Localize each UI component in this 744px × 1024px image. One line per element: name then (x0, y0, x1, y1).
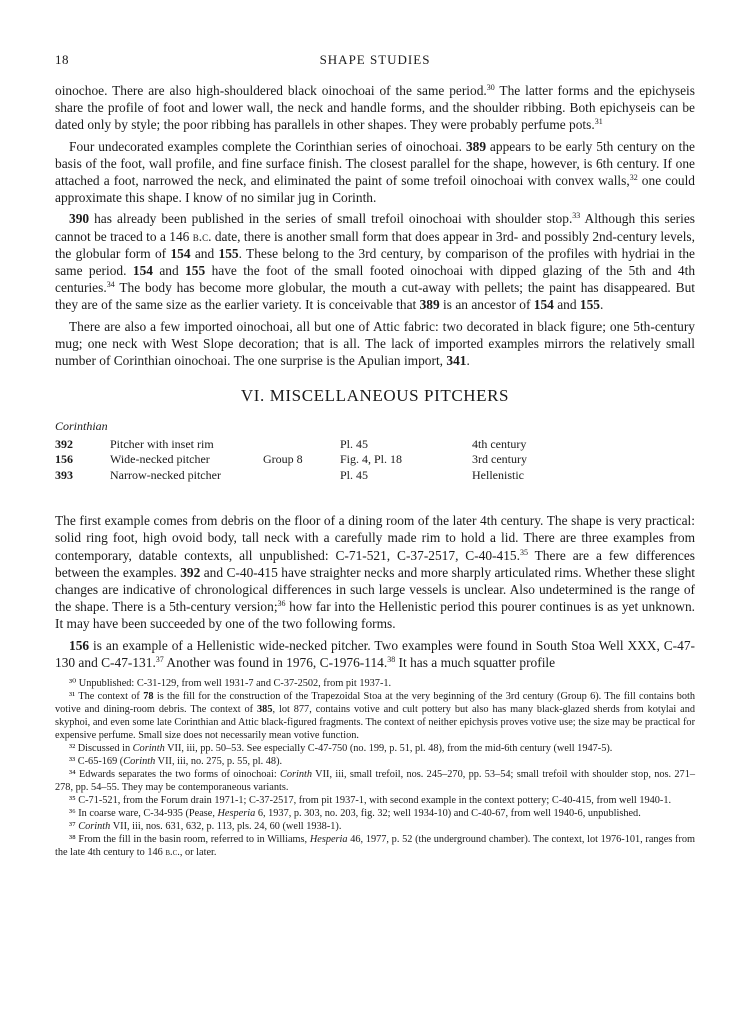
paragraph (55, 210, 695, 313)
journal-title: Hesperia (217, 807, 256, 819)
cell-group (263, 437, 340, 453)
era-abbrev: b.c. (192, 228, 212, 244)
text: ³⁸ From the fill in the basin room, referred to in Williams, (69, 833, 310, 845)
catalogue-number: 389 (465, 138, 487, 154)
text: is an ancestor of (439, 297, 534, 313)
text: have the foot of the small footed oinochoai with dipped glazing of the 5th and 4th centuries. (55, 263, 696, 296)
text: ³⁷ (69, 820, 79, 832)
catalogue-number: 154 (170, 245, 191, 261)
paragraph (55, 82, 695, 134)
catalogue-number: 385 (257, 703, 273, 715)
catalogue-number: 392 (180, 564, 201, 580)
text: . (600, 297, 604, 313)
cell-name: Narrow-necked pitcher (110, 467, 221, 482)
text: . (466, 353, 470, 369)
text: The body has become more globular, the mouth a cut-away with pellets; the paint has disappeared. But they are of the same size as the earlier variety. It is conceivable that (55, 280, 695, 313)
text: and (152, 263, 186, 279)
cell-date: 4th century (472, 436, 527, 451)
text: VII, iii, no. 275, p. 55, pl. 48). (155, 755, 283, 767)
footnotes (55, 677, 695, 859)
text: 6, 1937, p. 303, no. 203, fig. 32; well 1934-10) and C-40-67, from well 1940-6, unpublished. (255, 807, 641, 819)
cell-number: 156 (55, 452, 73, 467)
footnote (55, 690, 695, 742)
footnote-ref[interactable]: 37 (155, 654, 164, 664)
footnote-ref[interactable]: 33 (572, 211, 581, 221)
text: VII, iii, small trefoil, nos. 245–270, pp. 53–54; small trefoil with shoulder stop, nos. 271–278, pp. 54–55. They may be contemporaneous variants. (55, 768, 696, 793)
text: Another was found in 1976, C-1976-114. (163, 654, 388, 670)
footnote: ³⁵ C-71-521, from the Forum drain 1971-1; C-37-2517, from pit 1937-1, with second example in the context pottery; C-40-415, from well 1940-1. (69, 794, 672, 806)
text: ³⁶ In coarse ware, C-34-935 (Pease, (69, 807, 218, 819)
text: appears to be early 5th century on the basis of the foot, wall profile, and fine surface finish. The closest parallel for the shape, however, is 6th century. If one attached a foot, narrowed the neck, and eliminated the paint of some trefoil oinochoai with convex walls, (55, 138, 695, 189)
text: and C-40-415 have straighter necks and more sharply articulated rims. Whether these slight changes are indicative of chronological differences in such large vessels is unclear. Also undetermined is the range of the shape. There is a 5th-century version; (55, 564, 695, 615)
paragraph (55, 512, 695, 632)
text: 46, 1977, p. 52 (the underground chamber). The context, lot 1976-101, ranges from the late 4th century to 146 (55, 833, 695, 858)
running-header (55, 52, 695, 72)
cell-date: Hellenistic (472, 467, 524, 482)
section-heading: VI. MISCELLANEOUS PITCHERS (240, 386, 510, 406)
footnote-ref[interactable]: 32 (629, 173, 638, 183)
footnote (55, 807, 695, 820)
text: There are also a few imported oinochoai, all but one of Attic fabric: two decorated in black figure; one 5th-century mug; one neck with West Slope decoration; that is all. The lack of imported examples mirrors the relatively small number of Corinthian oinochoai. The one surprise is the Apulian import, (55, 318, 695, 369)
text: ³³ C-65-169 ( (69, 755, 124, 767)
cell-plate: Pl. 45 (340, 467, 369, 482)
cell-date: 3rd century (472, 452, 527, 467)
table-row (55, 452, 695, 468)
cell-group: Group 8 (263, 452, 303, 467)
cell-number: 393 (55, 467, 73, 482)
text: oinochoe. There are also high-shouldered black oinochoai of the same period. (55, 83, 487, 98)
text: how far into the Hellenistic period this pourer continues is as yet unknown. It may have been succeeded by one of the two following forms. (55, 599, 695, 632)
catalogue-number: 155 (185, 263, 206, 279)
footnote (55, 833, 695, 859)
text: ³⁴ Edwards separates the two forms of oinochoai: (69, 768, 281, 780)
table-row (55, 468, 695, 484)
text: and (190, 245, 219, 261)
footnote (55, 755, 695, 768)
text: is the fill for the construction of the Trapezoidal Stoa at the very beginning of the 3rd century (Group 6). The fill contains both votive and dining-room debris. The context of (55, 690, 695, 715)
journal-title: Corinth (78, 820, 111, 832)
footnote (55, 768, 695, 794)
text: has already been published in the series of small trefoil oinochoai with shoulder stop. (89, 211, 573, 227)
footnote: ³⁰ Unpublished: C-31-129, from well 1931-7 and C-37-2502, from pit 1937-1. (69, 677, 392, 689)
catalogue-table (55, 437, 695, 484)
page-number: 18 (55, 52, 69, 67)
catalogue-label: Corinthian (55, 419, 108, 434)
catalogue-number: 154 (132, 263, 153, 279)
running-title: SHAPE STUDIES (319, 52, 431, 67)
footnote-ref[interactable]: 35 (519, 547, 528, 557)
footnote-ref[interactable]: 38 (387, 654, 396, 664)
text: . These belong to the 3rd century, by comparison of the profiles with hydriai in the same period. (55, 245, 695, 279)
catalogue-number: 154 (533, 297, 554, 313)
page (55, 52, 695, 859)
text: ³¹ The context of (69, 690, 144, 702)
journal-title: Corinth (123, 755, 156, 767)
cell-name: Pitcher with inset rim (110, 436, 214, 451)
footnote-ref[interactable]: 31 (594, 117, 603, 127)
catalogue-number: 156 (69, 637, 90, 653)
text: There are a few differences between the examples. (55, 547, 695, 580)
catalogue-number: 341 (446, 353, 467, 369)
paragraph (55, 318, 695, 370)
text: The latter forms and the epichyseis share the profile of foot and lower wall, the neck and handle forms, and the shoulder ribbing. Both epichyseis can be dated only by style; the poor ribbing has parallels in other shapes. They were probably perfume pots. (55, 83, 695, 133)
catalogue-number: 155 (579, 297, 600, 313)
catalogue-number: 78 (143, 690, 154, 702)
text: ³² Discussed in (69, 742, 133, 754)
text: and (553, 297, 580, 313)
cell-plate: Fig. 4, Pl. 18 (340, 452, 403, 467)
cell-name: Wide-necked pitcher (110, 452, 210, 467)
era-abbrev: b.c. (165, 846, 180, 858)
catalogue-number: 390 (69, 211, 90, 227)
text: It has a much squatter profile (395, 654, 556, 670)
text: VII, iii, pp. 50–53. See especially C-47-750 (no. 199, p. 51, pl. 48), from the mid-6th century (well 1947-5). (164, 742, 613, 754)
footnote-ref[interactable]: 30 (486, 83, 495, 92)
text: Four undecorated examples complete the Corinthian series of oinochoai. (69, 138, 466, 154)
table-row (55, 437, 695, 453)
text: Although this series cannot be traced to a 146 (55, 211, 695, 244)
paragraph (55, 138, 695, 207)
journal-title: Hesperia (309, 833, 348, 845)
catalogue-number: 155 (218, 245, 239, 261)
paragraph (55, 637, 695, 671)
text: VII, iii, nos. 631, 632, p. 113, pls. 24, 60 (well 1938-1). (110, 820, 342, 832)
text: date, there is another small form that does appear in 3rd- and possibly 2nd-century levels, the globular form of (55, 228, 695, 261)
footnote (55, 820, 695, 833)
text: one could approximate this shape. I know of no similar jug in Corinth. (55, 173, 695, 206)
text: is an example of a Hellenistic wide-necked pitcher. Two examples were found in South Stoa Well XXX, C-47-130 and C-47-131. (55, 637, 695, 670)
footnote-ref[interactable]: 34 (106, 280, 115, 290)
cell-plate: Pl. 45 (340, 436, 369, 451)
catalogue-number: 389 (419, 297, 440, 313)
cell-group (263, 468, 340, 484)
cell-number: 392 (55, 436, 73, 451)
journal-title: Corinth (280, 768, 313, 780)
footnote-ref[interactable]: 36 (277, 599, 286, 609)
footnote (55, 742, 695, 755)
text: , lot 877, contains votive and cult pottery but also has many black-glazed sherds from kotylai and skyphoi, and even some late Corinthian and Attic black-figured fragments. The context of neither epichysis proves votive use; the size may be practical for expensive perfume. Small size does not necessarily mean votive function. (55, 703, 695, 741)
journal-title: Corinth (132, 742, 165, 754)
main-text (55, 82, 695, 671)
text: The first example comes from debris on the floor of a dining room of the later 4th century. The shape is very practical: solid ring foot, high ovoid body, tall neck with a carefully made rim to hold a lid. There are three examples from contemporary, datable contexts, all unpublished: C-71-521, C-37-2517, C-40-415. (55, 513, 695, 563)
text: , or later. (179, 846, 217, 858)
